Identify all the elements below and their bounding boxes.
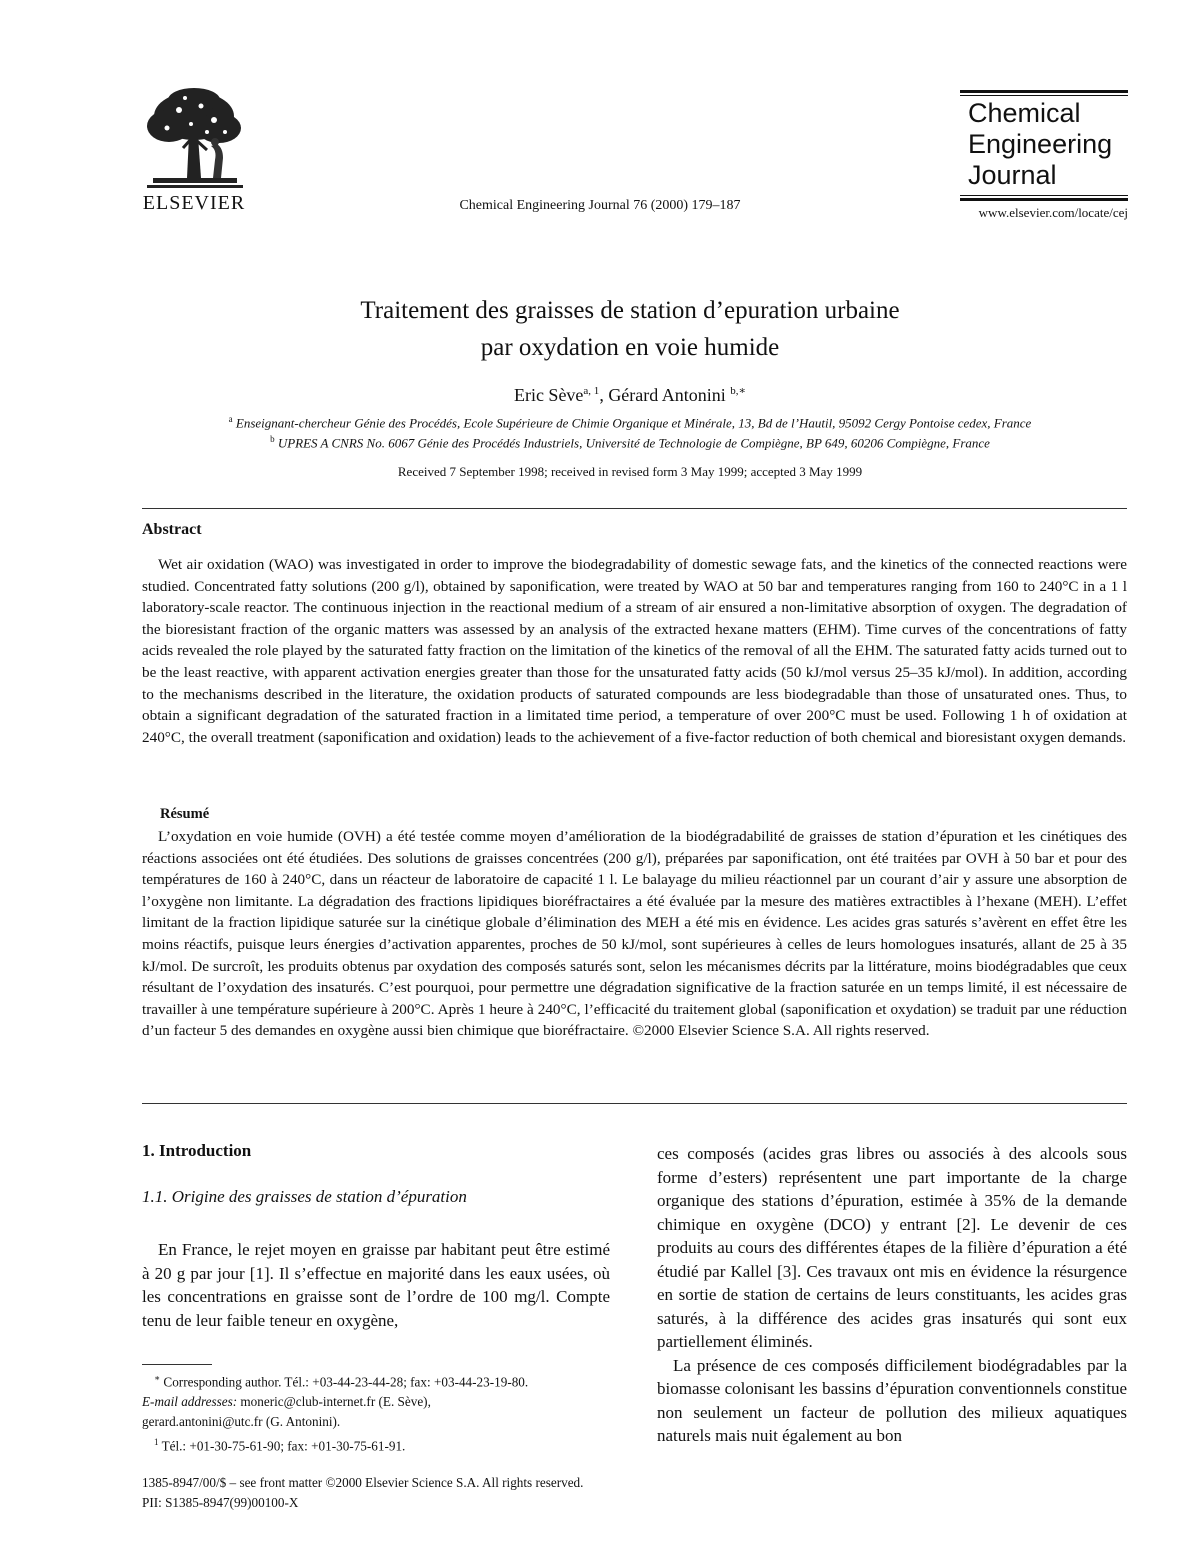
author-list bbox=[150, 384, 1110, 406]
journal-logo bbox=[960, 90, 1128, 221]
affiliation bbox=[130, 414, 1130, 431]
footnote-divider bbox=[142, 1364, 212, 1365]
footnote bbox=[142, 1392, 612, 1412]
title-line: Traitement des graisses de station d’epuration urbaine bbox=[360, 297, 900, 324]
footnote-mark: 1 bbox=[154, 1437, 159, 1448]
abstract-text: Wet air oxidation (WAO) was investigated in order to improve the biodegradability of domestic sewage fats, and the kinetics of the connected reactions were studied. Concentrated fatty solutions (200 g/l), obtained by saponification, were treated by WAO at 50 bar and temperatures ranging from 160 to 240°C in a 1 l laboratory-scale reactor. The continuous injection in the reactional medium of a stream of air ensured a non-limitative absorption of oxygen. The degradation of the bioresistant fraction of the organic matters was assessed by an analysis of the extracted hexane matters (EHM). Time curves of the concentrations of fatty acids revealed the role played by the saturated fatty fraction on the limitation of the kinetics of the removal of all the EHM. The saturated fatty acids turned out to be the least reactive, with apparent activation energies greater than those for the unsaturated fatty acids (50 kJ/mol versus 25–35 kJ/mol). In addition, according to the mechanisms described in the literature, the oxidation products of saturated compounds are less biodegradable than those of unsaturated ones. Thus, to obtain a significant degradation of the saturated fraction in a limitated time period, a temperature of over 200°C must be used. Following 1 h of oxidation at 240°C, the overall treatment (saponification and oxidation) leads to the achievement of a five-factor reduction of both chemical and bioresistant oxygen demands. bbox=[142, 556, 1127, 746]
section-heading: 1. Introduction bbox=[142, 1141, 252, 1160]
elsevier-wordmark: ELSEVIER bbox=[142, 192, 246, 214]
paper-title bbox=[150, 292, 1110, 366]
footnote-text: Corresponding author. Tél.: +03-44-23-44-28; fax: +03-44-23-19-80. bbox=[163, 1374, 529, 1390]
author-name: Gérard Antonini bbox=[608, 385, 731, 405]
affiliation-mark: a bbox=[228, 414, 233, 424]
journal-logo-line: Engineering bbox=[968, 129, 1113, 159]
body-paragraph: ces composés (acides gras libres ou associés à des alcools sous forme d’esters) représentent une part importante de la charge organique des stations d’épuration, estimée à 35% de la demande chimique en oxygène (DCO) y entrant [2]. Le devenir de ces produits au cours des différentes étapes de la filière d’épuration a été étudié par Kallel [3]. Ces travaux ont mis en évidence la résurgence en sortie de station de certains de leurs constituants, les acides gras saturés, à la différence des acides gras insaturés qui sont eux partiellement éliminés. bbox=[657, 1144, 1127, 1351]
author-affiliation-mark: b,∗ bbox=[730, 385, 747, 397]
logo-rule bbox=[960, 198, 1128, 201]
footnote bbox=[142, 1432, 612, 1456]
divider bbox=[142, 508, 1127, 509]
copyright-footer bbox=[142, 1473, 583, 1513]
right-column bbox=[657, 1142, 1127, 1448]
footnote-mark: ∗ bbox=[154, 1373, 161, 1383]
footnote bbox=[142, 1412, 612, 1432]
affiliation-mark: b bbox=[270, 434, 275, 444]
divider bbox=[142, 1103, 1127, 1104]
body-paragraph: La présence de ces composés difficilement biodégradables par la biomasse colonisant les bassins d’épuration conventionnels constitue non seulement un facteur de pollution des milieux aquatiques naturels mais nuit également au bon bbox=[657, 1355, 1127, 1445]
author-name: Eric Sève bbox=[513, 385, 584, 405]
elsevier-tree-icon bbox=[139, 86, 249, 192]
logo-rule bbox=[960, 90, 1128, 93]
received-dates: Received 7 September 1998; received in revised form 3 May 1999; accepted 3 May 1999 bbox=[397, 464, 863, 479]
footnote bbox=[142, 1368, 612, 1392]
resume-text: L’oxydation en voie humide (OVH) a été testée comme moyen d’amélioration de la biodégradabilité de graisses de station d’épuration et les cinétiques des réactions associées ont été étudiées. Des solutions de graisses concentrées (200 g/l), préparées par saponification, ont été traitées par OVH à 50 bar et pour des températures de 160 à 240°C, dans un réacteur de laboratoire de capacité 1 l. Le balayage du milieu réactionnel par un courant d’air y assure une absorption de l’oxygène non limitante. La dégradation des fractions lipidiques bioréfractaires a été évaluée par la mesure des matières extractibles à l’hexane (MEH). L’effet limitant de la fraction lipidique saturée sur la cinétique globale d’élimination des MEH a été mis en évidence. Les acides gras saturés s’avèrent en effet être les moins réactifs, puisque leurs énergies d’activation apparentes, proches de 50 kJ/mol, sont supérieures à celles de leurs homologues insaturés, allant de 25 à 35 kJ/mol. De surcroît, les produits obtenus par oxydation des composés saturés sont, selon les mécanismes décrits par la littérature, moins biodégradables que ceux résultant de l’oxydation des insaturés. C’est pourquoi, pour permettre une dégradation significative de la fraction saturée en un temps limité, il est nécessaire de travailler à une température supérieure à 200°C. Après 1 heure à 240°C, l’efficacité du traitement global (saponification et oxydation) se traduit par une réduction d’un facteur 5 des demandes en oxygène aussi bien chimique que bioréfractaire. ©2000 Elsevier Science S.A. All rights reserved. bbox=[142, 828, 1127, 1040]
body-paragraph: En France, le rejet moyen en graisse par habitant peut être estimé à 20 g par jour [1]. Il s’effectue en majorité dans les eaux usées, où les concentrations en graisse sont de l’ordre de 100 mg/l. Compte tenu de leur faible teneur en oxygène, bbox=[142, 1240, 610, 1330]
subsection-heading: 1.1. Origine des graisses de station d’épuration bbox=[142, 1187, 467, 1206]
journal-logo-line: Journal bbox=[968, 160, 1057, 190]
pii-line: PII: S1385-8947(99)00100-X bbox=[142, 1495, 299, 1510]
footnotes bbox=[142, 1368, 612, 1457]
elsevier-logo bbox=[134, 86, 254, 215]
footnote-text: Tél.: +01-30-75-61-90; fax: +01-30-75-61-91. bbox=[161, 1438, 406, 1454]
abstract-heading: Abstract bbox=[142, 521, 202, 538]
journal-url[interactable]: www.elsevier.com/locate/cej bbox=[978, 205, 1128, 220]
email-link[interactable]: moneric@club-internet.fr (E. Sève), bbox=[237, 1394, 431, 1410]
title-line: par oxydation en voie humide bbox=[480, 334, 780, 361]
logo-rule bbox=[960, 195, 1128, 196]
logo-rule bbox=[960, 95, 1128, 96]
author-affiliation-mark: a, 1 bbox=[583, 385, 600, 397]
affiliation-text: UPRES A CNRS No. 6067 Génie des Procédés Industriels, Université de Technologie de Compiègne, BP 649, 60206 Compiègne, France bbox=[277, 435, 990, 451]
author-separator: , bbox=[599, 385, 609, 405]
journal-logo-line: Chemical bbox=[968, 98, 1081, 128]
affiliation-text: Enseignant-chercheur Génie des Procédés, Ecole Supérieure de Chimie Organique et Minérale, 13, Bd de l’Hautil, 95092 Cergy Pontoise cedex, France bbox=[235, 415, 1032, 431]
resume-heading: Résumé bbox=[160, 806, 210, 822]
email-label: E-mail addresses: bbox=[142, 1394, 238, 1410]
issn-line: 1385-8947/00/$ – see front matter ©2000 Elsevier Science S.A. All rights reserved. bbox=[142, 1475, 584, 1490]
email-link[interactable]: gerard.antonini@utc.fr (G. Antonini). bbox=[142, 1414, 341, 1430]
journal-citation: Chemical Engineering Journal 76 (2000) 179–187 bbox=[459, 198, 741, 213]
affiliation bbox=[130, 434, 1130, 451]
